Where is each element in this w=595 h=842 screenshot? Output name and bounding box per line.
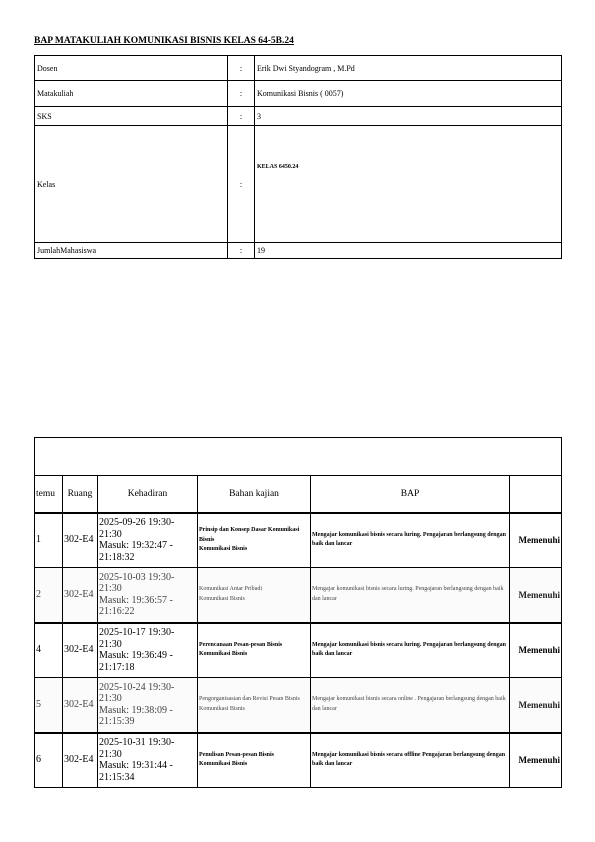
col-header-status xyxy=(510,476,562,513)
row-attendance xyxy=(98,568,198,623)
info-colon: : xyxy=(228,56,255,81)
row-bap-note: Mengajar komunikasi bisnis secara luring. Pengajaran berlangsung dengan baik dan lancar xyxy=(311,513,510,568)
course-info-table xyxy=(34,55,562,259)
table-row xyxy=(35,678,562,733)
bap-column-headers xyxy=(35,476,562,513)
info-row-sks xyxy=(35,107,562,126)
info-value-matakuliah: Komunikasi Bisnis ( 0057) xyxy=(255,81,562,107)
row-attendance xyxy=(98,733,198,788)
attendance-check-out: 21:17:18 xyxy=(99,661,135,673)
info-colon: : xyxy=(228,126,255,243)
row-number: 6 xyxy=(35,733,63,788)
attendance-check-out: 21:18:32 xyxy=(99,551,135,563)
col-header-bahan-kajian: Bahan kajian xyxy=(198,476,311,513)
info-value-dosen: Erik Dwi Styandogram , M.Pd xyxy=(255,56,562,81)
row-status: Memenuhi xyxy=(510,678,562,733)
row-number: 5 xyxy=(35,678,63,733)
col-header-kehadiran: Kehadiran xyxy=(98,476,198,513)
row-study-material xyxy=(198,513,311,568)
col-header-bap: BAP xyxy=(311,476,510,513)
table-header-band xyxy=(35,438,562,476)
attendance-schedule: 2025-10-17 19:30-21:30 xyxy=(99,627,175,650)
material-topic: Perencanaan Pesan-pesan Bisnis xyxy=(199,641,283,648)
row-status: Memenuhi xyxy=(510,513,562,568)
material-course: Komunikasi Bisnis xyxy=(199,761,248,768)
row-status: Memenuhi xyxy=(510,623,562,678)
info-label: SKS xyxy=(35,107,228,126)
info-row-kelas xyxy=(35,126,562,243)
document-title: BAP MATAKULIAH KOMUNIKASI BISNIS KELAS 64-5B.24 xyxy=(34,36,294,46)
row-study-material xyxy=(198,568,311,623)
material-topic: Prinsip dan Konsep Dasar Komunikasi Bisnis xyxy=(199,527,300,543)
row-study-material xyxy=(198,678,311,733)
info-label: Kelas xyxy=(35,126,228,243)
row-room: 302-E4 xyxy=(63,733,98,788)
row-room: 302-E4 xyxy=(63,678,98,733)
table-row xyxy=(35,623,562,678)
attendance-check-out: 21:16:22 xyxy=(99,606,135,618)
table-row xyxy=(35,733,562,788)
attendance-check-out: 21:15:39 xyxy=(99,716,135,728)
row-status: Memenuhi xyxy=(510,733,562,788)
material-topic: Komunikasi Antar Pribadi xyxy=(199,586,262,593)
info-colon: : xyxy=(228,81,255,107)
attendance-check-in: Masuk: 19:36:49 - xyxy=(99,650,173,662)
info-row-matakuliah xyxy=(35,81,562,107)
row-study-material xyxy=(198,623,311,678)
row-number: 1 xyxy=(35,513,63,568)
row-bap-note: Mengajar komunikasi bisnis secara luring. Pengajaran berlangsung dengan baik dan lancar xyxy=(311,623,510,678)
info-colon: : xyxy=(228,243,255,259)
material-course: Komunikasi Bisnis xyxy=(199,595,245,602)
row-bap-note: Mengajar komunikasi bisnis secara luring. Pengajaran berlangsung dengan baik dan lancar xyxy=(311,568,510,623)
info-label: JumlahMahasiswa xyxy=(35,243,228,259)
material-course: Komunikasi Bisnis xyxy=(199,546,248,552)
row-attendance xyxy=(98,513,198,568)
attendance-schedule: 2025-10-31 19:30-21:30 xyxy=(99,737,175,760)
attendance-schedule: 2025-10-03 19:30-21:30 xyxy=(99,571,175,595)
attendance-check-in: Masuk: 19:36:57 - xyxy=(99,594,173,606)
bap-table-top-band xyxy=(35,438,562,476)
attendance-schedule: 2025-09-26 19:30-21:30 xyxy=(99,517,175,540)
info-colon: : xyxy=(228,107,255,126)
info-row-jumlah-mahasiswa xyxy=(35,243,562,259)
col-header-ruang: Ruang xyxy=(63,476,98,513)
row-status: Memenuhi xyxy=(510,568,562,623)
col-header-temu: temu xyxy=(35,476,63,513)
info-value-jumlah: 19 xyxy=(255,243,562,259)
info-value-kelas: KELAS 6450.24 xyxy=(255,126,562,243)
attendance-check-in: Masuk: 19:32:47 - xyxy=(99,540,173,552)
row-number: 2 xyxy=(35,568,63,623)
table-row xyxy=(35,513,562,568)
material-course: Komunikasi Bisnis xyxy=(199,705,245,712)
info-row-dosen xyxy=(35,56,562,81)
material-topic: Penulisan Pesan-pesan Bisnis xyxy=(199,751,275,758)
row-study-material xyxy=(198,733,311,788)
row-room: 302-E4 xyxy=(63,513,98,568)
info-label: Matakuliah xyxy=(35,81,228,107)
attendance-check-in: Masuk: 19:38:09 - xyxy=(99,704,173,716)
info-value-sks: 3 xyxy=(255,107,562,126)
attendance-check-in: Masuk: 19:31:44 - xyxy=(99,760,173,772)
row-attendance xyxy=(98,678,198,733)
attendance-check-out: 21:15:34 xyxy=(99,771,135,783)
row-bap-note: Mengajar komunikasi bisnis secara offline Pengajaran berlangsung dengan baik dan lancar xyxy=(311,733,510,788)
material-topic: Pengorganisasian dan Revisi Pesan Bisnis xyxy=(199,696,300,703)
row-bap-note: Mengajar komunikasi bisnis secara online . Pengajaran berlangsung dengan baik dan lancar xyxy=(311,678,510,733)
row-number: 4 xyxy=(35,623,63,678)
row-room: 302-E4 xyxy=(63,568,98,623)
table-row xyxy=(35,568,562,623)
info-label: Dosen xyxy=(35,56,228,81)
material-course: Komunikasi Bisnis xyxy=(199,651,248,658)
row-room: 302-E4 xyxy=(63,623,98,678)
bap-table xyxy=(34,437,562,788)
row-attendance xyxy=(98,623,198,678)
attendance-schedule: 2025-10-24 19:30-21:30 xyxy=(99,681,175,705)
